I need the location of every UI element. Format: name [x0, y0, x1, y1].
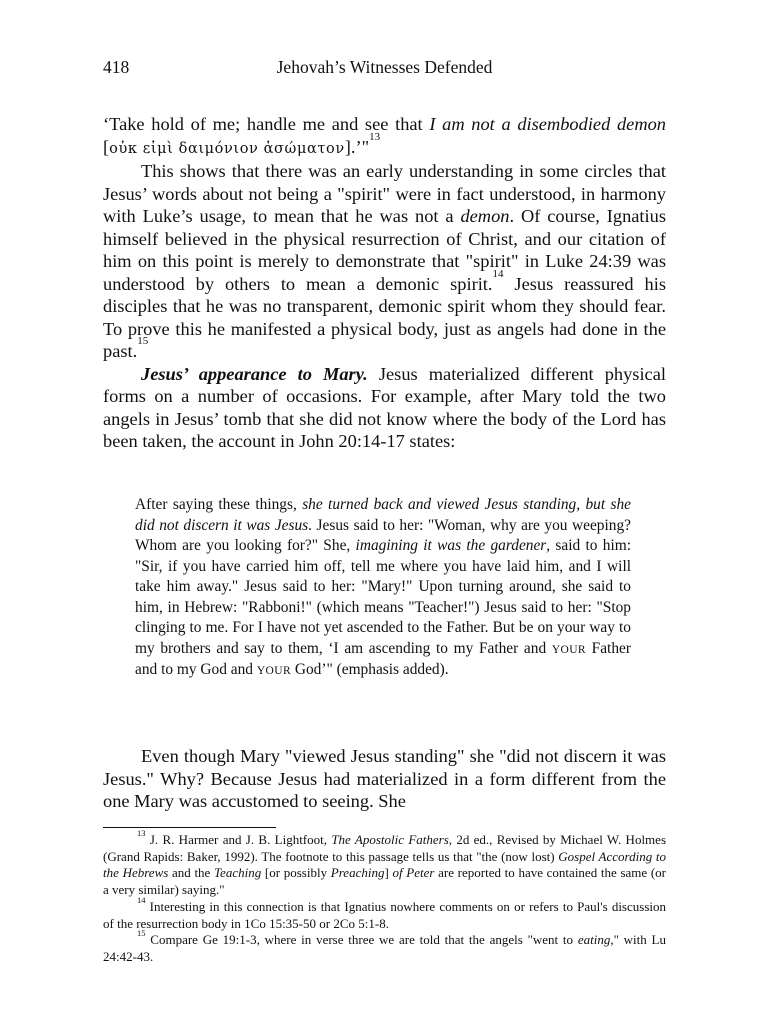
- text: ]: [384, 865, 393, 881]
- book-title: Jehovah’s Witnesses Defended: [276, 57, 493, 77]
- text: Jesus materialized different physical forms on a number of occasions. For example, after Mary told the two angels in Jesus’ tomb that she did not know where the body of the Lord has been taken, the account in John 20:14-17 states:: [103, 363, 666, 451]
- text: ].’": [344, 136, 370, 157]
- text: J. R. Harmer and J. B. Lightfoot,: [145, 832, 332, 847]
- text: After saying these things,: [135, 496, 303, 513]
- italic-text: Gospel According to the Hebrews: [103, 848, 666, 881]
- text: , said to him: "Sir, if you have carried him off, tell me where you have laid him, and I will take him away." Jesus said to her: "Mary!" Upon turning around, she said to him, in Hebrew: "Rabboni!" (which means "Teacher!") Jesus said to her: "Stop clinging to me. For I have not yet ascended to the Father. But be on your way to my brothers and say to them, ‘I am ascending to my Father and: [135, 537, 632, 657]
- block-quotation: [135, 495, 631, 682]
- italic-text: imagining it was the gardener: [355, 537, 547, 554]
- page-number: 418: [103, 57, 130, 77]
- text: . Of course, Ignatius himself believed in the physical resurrection of Christ, and our citation of him on this point is merely to demonstrate that "spirit" in Luke 24:39 was understood by others to mean a demonic spirit.: [103, 206, 667, 294]
- italic-text: Preaching: [330, 865, 385, 881]
- footnote-number: 14: [137, 894, 146, 905]
- italic-text: demon: [460, 206, 510, 226]
- paragraph-appearance-to-mary: [103, 363, 666, 453]
- small-caps-text: YOUR: [256, 665, 292, 677]
- text: [or possibly: [261, 865, 331, 881]
- italic-text: of Peter: [392, 865, 435, 881]
- italic-text: I am not a disembodied demon: [429, 114, 666, 134]
- text: [: [103, 136, 110, 157]
- footnote-ref-13: 13: [369, 130, 381, 143]
- footnote-ref-15: 15: [137, 335, 149, 347]
- small-caps-text: YOUR: [551, 643, 586, 656]
- running-head: [103, 57, 666, 81]
- main-text-continued: [103, 745, 666, 813]
- text: Father and to my God and: [135, 639, 631, 678]
- main-text: [103, 113, 666, 453]
- text: are reported to have contained the same (or a very similar) saying.": [103, 865, 667, 898]
- paragraph-even-though: Even though Mary "viewed Jesus standing" she "did not discern it was Jesus." Why? Because Jesus had materialized in a form different from the one Mary was accustomed to seeing. She: [103, 746, 666, 811]
- italic-text: she turned back and viewed Jesus standing, but she did not discern it was Jesus: [135, 496, 631, 534]
- text: ," with Lu 24:42-43.: [103, 932, 667, 964]
- text: ‘Take hold of me; handle me and see that: [103, 114, 430, 134]
- footnotes: [103, 828, 667, 966]
- text: . Jesus said to her: "Woman, why are you weeping? Whom are you looking for?" She,: [135, 516, 631, 554]
- italic-text: eating: [577, 932, 611, 948]
- section-heading: Jesus’ appearance to Mary.: [141, 363, 368, 384]
- text: and the: [168, 865, 215, 881]
- footnote-13: [103, 828, 667, 899]
- footnote-number: 13: [137, 828, 146, 838]
- footnote-ref-14: 14: [492, 267, 504, 280]
- footnote-divider: [103, 827, 276, 828]
- text: Jesus reassured his disciples that he was no transparent, demonic spirit whom they should fear. To prove this he manifested a physical body, just as angels had done in the past.: [103, 273, 667, 361]
- footnote-15: [103, 928, 667, 965]
- text: Interesting in this connection is that Ignatius nowhere comments on or refers to Paul's discussion of the resurrection body in 1Co 15:35-50 or 2Co 5:1-8.: [103, 898, 666, 931]
- text: Compare Ge 19:1-3, where in verse three we are told that the angels "went to: [145, 932, 578, 948]
- text: God’" (emphasis added).: [291, 661, 449, 678]
- footnote-14: [103, 894, 666, 932]
- greek-text: οὐκ εἰμὶ δαιμόνιον ἀσώματον: [109, 140, 345, 157]
- text: , 2d ed., Revised by Michael W. Holmes (Grand Rapids: Baker, 1992). The footnote to this passage tells us that "the (now lost): [103, 832, 666, 864]
- footnote-number: 15: [137, 928, 146, 939]
- italic-text: Teaching: [214, 865, 262, 881]
- italic-text: The Apostolic Fathers: [331, 832, 449, 847]
- paragraph-ignatius: [103, 160, 666, 363]
- paragraph-quote-continuation: [103, 113, 666, 160]
- text: This shows that there was an early understanding in some circles that Jesus’ words about not being a "spirit" were in fact understood, in harmony with Luke’s usage, to mean that he was not a: [103, 161, 666, 226]
